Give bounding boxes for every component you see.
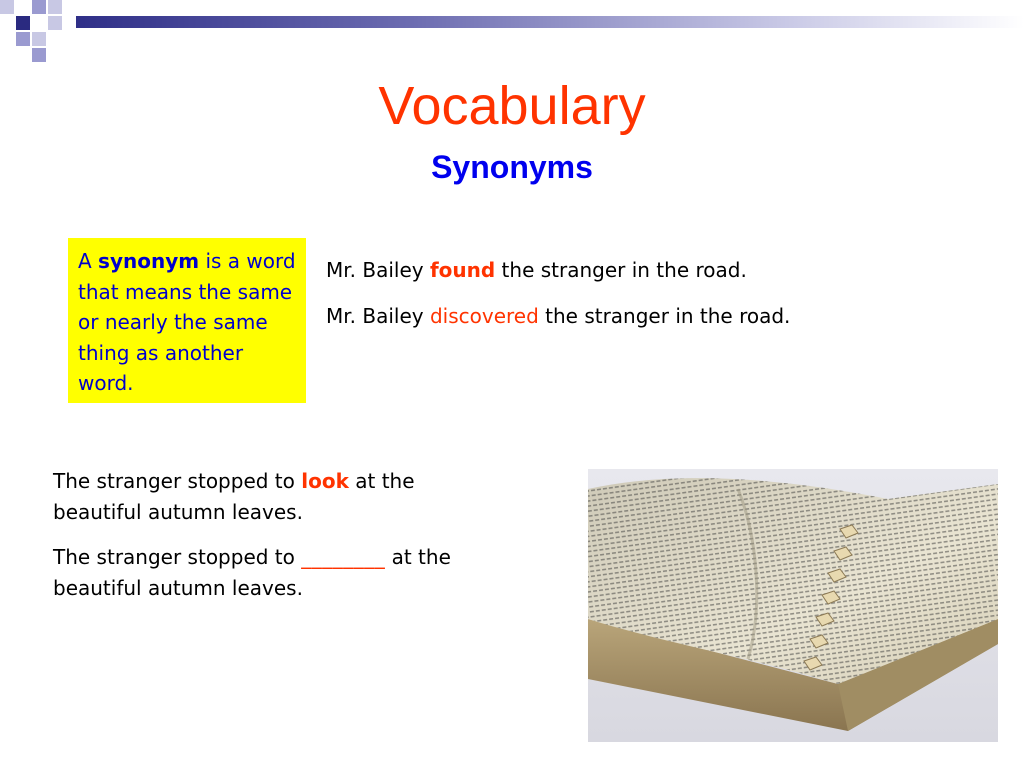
practice-text: at the beautiful autumn leaves. [53,545,451,600]
dictionary-photo [588,469,998,742]
slide-title: Vocabulary [378,76,646,136]
example-sentence [326,254,926,286]
open-dictionary-icon [588,469,998,742]
definition-box [68,238,306,403]
practice-text: at the beautiful autumn leaves. [53,469,415,524]
deco-square [16,32,30,46]
example-sentence [326,300,926,332]
deco-square [48,0,62,14]
slide-subtitle: Synonyms [431,149,593,185]
example-keyword: found [429,258,496,282]
definition-rest: word that means the same or nearly the same thing as another word. [78,249,296,395]
example-synonym: discovered [429,304,539,328]
header-gradient-bar [76,16,1024,28]
deco-square [48,16,62,30]
practice-text: The stranger stopped to [53,469,302,493]
fill-in-blank: ________ [301,545,386,569]
definition-prefix: A [78,249,99,273]
deco-square [32,32,46,46]
practice-text: The stranger stopped to [53,545,302,569]
example-text: Mr. Bailey [326,304,430,328]
definition-rest-line1: is a [199,249,241,273]
deco-square [32,16,46,30]
deco-square [32,48,46,62]
deco-square [0,0,14,14]
example-sentences [326,254,926,346]
example-text: the stranger in the road. [495,258,747,282]
practice-sentence [53,466,453,528]
definition-term: synonym [98,249,200,273]
practice-sentence [53,542,453,604]
practice-sentences [53,466,453,618]
example-text: the stranger in the road. [538,304,791,328]
example-text: Mr. Bailey [326,258,430,282]
deco-square [32,0,46,14]
practice-keyword: look [301,469,349,493]
deco-square [16,16,30,30]
